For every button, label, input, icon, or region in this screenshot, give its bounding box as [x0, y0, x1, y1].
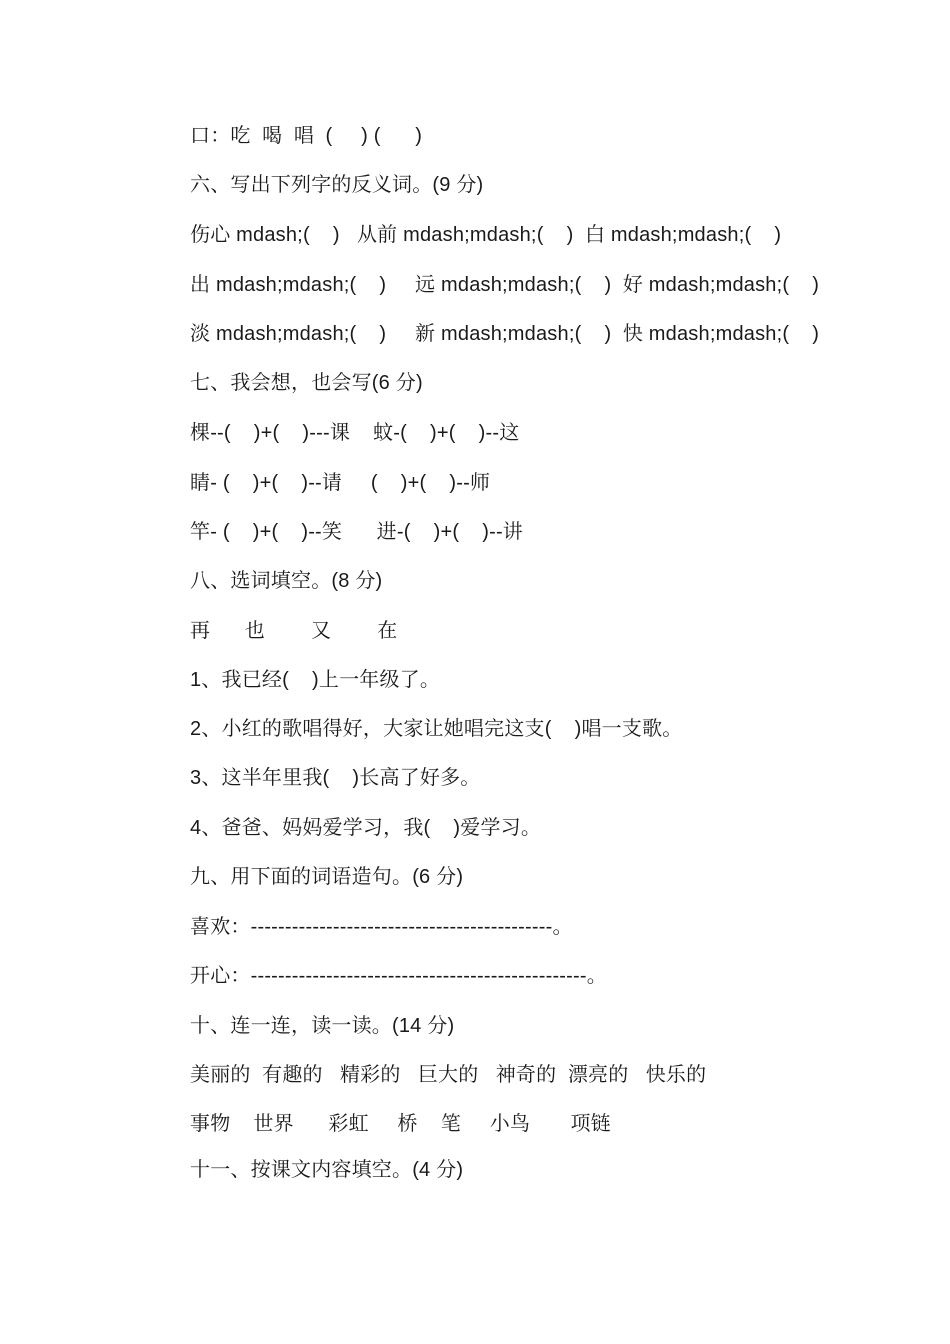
fill-blank-2: 2、小红的歌唱得好，大家让她唱完这支( )唱一支歌。: [190, 718, 683, 740]
antonym-row-2: 出 mdash;mdash;( ) 远 mdash;mdash;( ) 好 mdash;mdash;( ): [190, 274, 820, 296]
antonym-row-3: 淡 mdash;mdash;( ) 新 mdash;mdash;( ) 快 mdash;mdash;( ): [190, 323, 820, 345]
sentence-like: 喜欢：--------------------------------------------。: [190, 916, 573, 938]
antonym-row-1: 伤心 mdash;( ) 从前 mdash;mdash;( ) 白 mdash;mdash;( ): [190, 224, 782, 246]
section-7-heading: 七、我会想，也会写(6 分): [190, 372, 423, 394]
sentence-happy: 开心：-------------------------------------------------。: [190, 965, 607, 987]
word-choices: 再 也 又 在: [190, 620, 398, 642]
fill-blank-1: 1、我已经( )上一年级了。: [190, 669, 441, 691]
section-9-heading: 九、用下面的词语造句。(6 分): [190, 866, 464, 888]
section-11-heading: 十一、按课文内容填空。(4 分): [190, 1159, 464, 1181]
noun-row: 事物 世界 彩虹 桥 笔 小鸟 项链: [190, 1113, 611, 1135]
section-6-heading: 六、写出下列字的反义词。(9 分): [190, 174, 484, 196]
fill-blank-4: 4、爸爸、妈妈爱学习，我( )爱学习。: [190, 817, 542, 839]
character-split-row-2: 睛- ( )+( )--请 ( )+( )--师: [190, 472, 491, 494]
fill-blank-3: 3、这半年里我( )长高了好多。: [190, 767, 481, 789]
character-split-row-3: 竿- ( )+( )--笑 进-( )+( )--讲: [190, 521, 524, 543]
line-mouth-radical-words: 口：吃 喝 唱 ( ) ( ): [190, 125, 423, 147]
character-split-row-1: 棵--( )+( )---课 蚊-( )+( )--这: [190, 422, 520, 444]
adjective-row: 美丽的 有趣的 精彩的 巨大的 神奇的 漂亮的 快乐的: [190, 1064, 707, 1086]
section-8-heading: 八、选词填空。(8 分): [190, 570, 383, 592]
section-10-heading: 十、连一连，读一读。(14 分): [190, 1015, 455, 1037]
